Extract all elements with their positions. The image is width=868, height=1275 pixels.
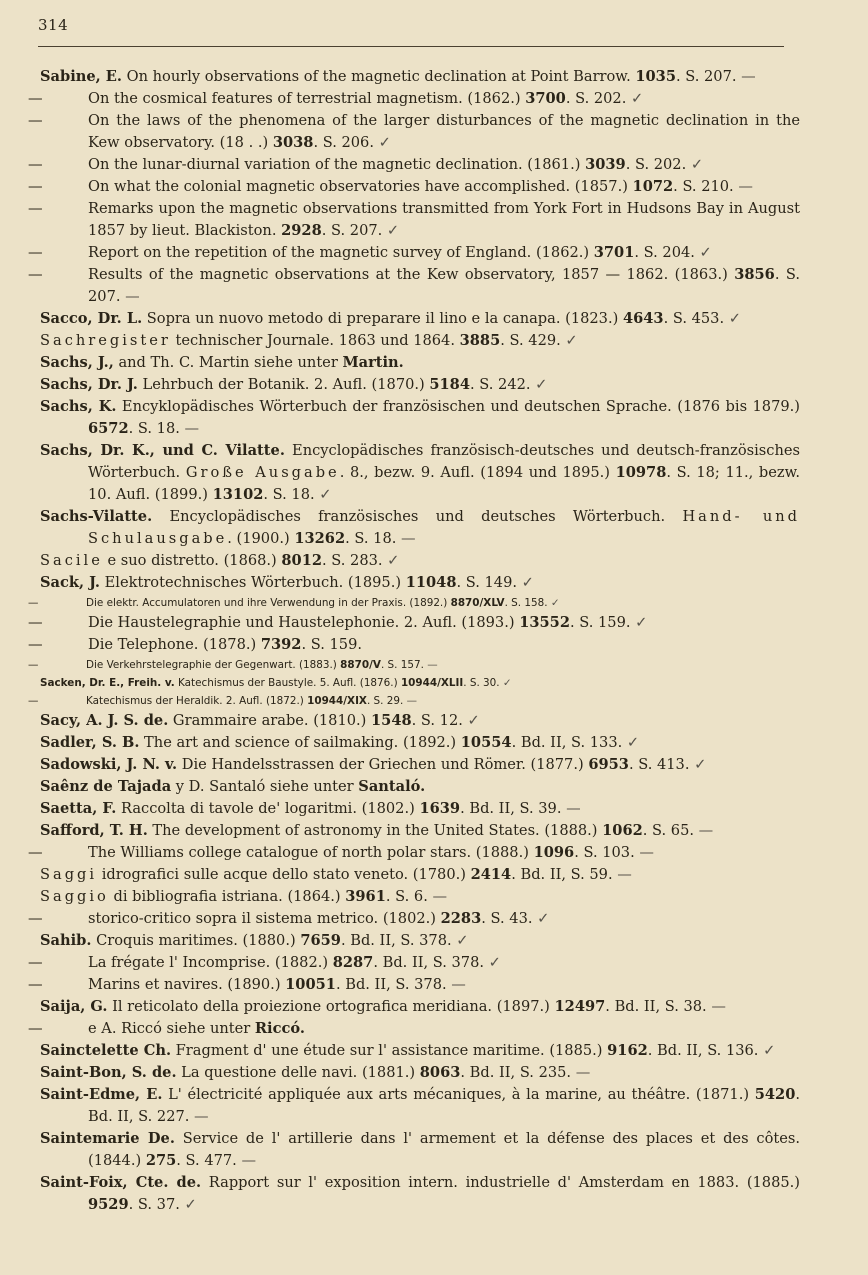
entry-ref: . Bd. II, S. 136. [647, 1042, 759, 1059]
entry-ref: . S. 18. [263, 486, 315, 503]
entry-ref: . S. 429. [500, 332, 561, 349]
catalog-entry [40, 308, 800, 330]
entry-title: L' électricité appliquée aux arts mécaniques, à la marine, au théâtre. (1871.) [162, 1086, 755, 1103]
catalog-entry [28, 1018, 800, 1040]
catalog-entry [28, 974, 800, 996]
entry-number: 1639 [419, 800, 461, 817]
entry-heading-spaced: Saggi [40, 866, 98, 883]
entry-number: 1062 [602, 822, 643, 839]
entry-ref: . S. 283. [322, 552, 383, 569]
check-mark: ✓ [179, 1196, 197, 1213]
entry-ref: . S. 207. [88, 266, 800, 305]
catalog-entry [40, 1128, 800, 1172]
entry-number: 3856 [734, 266, 775, 283]
catalog-entry [28, 634, 800, 656]
ditto-dash: — [28, 266, 43, 283]
entry-number: 2928 [281, 222, 322, 239]
entry-number: 9529 [88, 1196, 129, 1213]
catalog-entry [28, 242, 800, 264]
entry-title: On what the colonial magnetic observatories have accomplished. (1857.) [88, 178, 633, 195]
entry-author: Sachs-Vilatte. [40, 508, 153, 525]
check-mark: — [571, 1064, 591, 1081]
entry-title: Encyclopädisches französisches und deutsches Wörterbuch. [152, 508, 683, 525]
entry-title: La questione delle navi. (1881.) [176, 1064, 420, 1081]
check-mark: ✓ [451, 932, 469, 949]
check-mark: ✓ [758, 1042, 776, 1059]
entry-title: Report on the repetition of the magnetic survey of England. (1862.) [88, 244, 594, 261]
entry-title: y D. Santaló siehe unter [171, 778, 359, 795]
entry-heading-spaced: Sachregister [40, 332, 171, 349]
catalog-entry [28, 908, 800, 930]
entry-ref: . S. 43. [481, 910, 533, 927]
catalog-entry [28, 612, 800, 634]
entry-author: Saija, G. [40, 998, 108, 1015]
catalog-entry [40, 506, 800, 550]
entry-author: Sahib. [40, 932, 92, 949]
entry-ref: . S. 453. [663, 310, 725, 327]
entry-number: 5420 [754, 1086, 796, 1103]
entry-title: The development of astronomy in the United States. (1888.) [147, 822, 603, 839]
check-mark: ✓ [686, 156, 704, 173]
entry-ref: . S. 149. [456, 574, 518, 591]
entry-author: Sadowski, J. N. v. [40, 756, 178, 773]
ditto-dash: — [28, 244, 43, 261]
entry-number: 8870/XLV [450, 597, 505, 609]
catalog-entry [28, 154, 800, 176]
entry-number: 5184 [429, 376, 470, 393]
catalog-entry [28, 692, 800, 710]
entry-ref: . S. 18; 11., bezw. 10. Aufl. (1899.) [88, 464, 800, 503]
entry-number: 1072 [632, 178, 674, 195]
check-mark: — [403, 695, 417, 707]
entry-number: 1548 [371, 712, 412, 729]
ditto-dash: — [28, 910, 43, 927]
entry-number: 6572 [88, 420, 129, 437]
entry-ref: . Bd. II, S. 378. [335, 976, 447, 993]
catalog-entry [40, 674, 800, 692]
entry-number: 3885 [459, 332, 501, 349]
ditto-dash: — [28, 659, 39, 671]
entry-ref: . Bd. II, S. 39. [460, 800, 562, 817]
entry-ref: . Bd. II, S. 133. [511, 734, 623, 751]
entry-ref: . S. 158. [504, 597, 548, 609]
entry-title: Die Handelsstrassen der Griechen und Römer. (1877.) [177, 756, 589, 773]
entry-title: technischer Journale. 1863 und 1864. [170, 332, 460, 349]
check-mark: ✓ [532, 910, 550, 927]
check-mark: — [736, 68, 756, 85]
entry-title: Grammaire arabe. (1810.) [168, 712, 372, 729]
entry-number: 3700 [525, 90, 566, 107]
entry-title: Elektrotechnisches Wörterbuch. (1895.) [100, 574, 406, 591]
catalog-entry [40, 440, 800, 506]
entry-heading-spaced: Saggio [40, 888, 109, 905]
check-mark: — [694, 822, 714, 839]
entry-ref: . S. 413. [628, 756, 690, 773]
entry-number: 2414 [470, 866, 512, 883]
check-mark: — [733, 178, 753, 195]
entry-title: idrografici sulle acque dello stato veneto. (1780.) [97, 866, 471, 883]
entry-ref: . S. 159. [569, 614, 631, 631]
entry-edition-spaced: Hand- und Schulausgabe [88, 508, 800, 547]
catalog-entry [28, 88, 800, 110]
entry-title: e suo distretto. (1868.) [102, 552, 282, 569]
check-mark: ✓ [530, 376, 548, 393]
ditto-dash: — [28, 976, 43, 993]
entry-number: 10944/XLII [400, 677, 464, 689]
entry-author: Saetta, F. [40, 800, 117, 817]
check-mark: ✓ [382, 552, 400, 569]
catalog-entry [28, 842, 800, 864]
entry-ref: . S. 103. [574, 844, 635, 861]
entry-author: Sabine, E. [40, 68, 123, 85]
entry-author: Sachs, J., [40, 354, 114, 371]
entry-title: The art and science of sailmaking. (1892.) [139, 734, 461, 751]
entry-ref: . S. 18. [345, 530, 397, 547]
entry-number: 6953 [588, 756, 629, 773]
entry-author: Saintemarie De. [40, 1130, 175, 1147]
entry-ref: . S. 204. [634, 244, 695, 261]
entry-title: e A. Riccó siehe unter [88, 1020, 255, 1037]
entry-ref: . S. 159. [301, 636, 362, 653]
check-mark: — [561, 800, 581, 817]
entry-title: Die Haustelegraphie und Haustelephonie. 2. Aufl. (1893.) [88, 614, 520, 631]
check-mark: ✓ [630, 614, 648, 631]
entry-number: 9162 [607, 1042, 648, 1059]
entry-author: Sainctelette Ch. [40, 1042, 172, 1059]
entry-title: Croquis maritimes. (1880.) [91, 932, 301, 949]
entry-title: On the lunar-diurnal variation of the magnetic declination. (1861.) [88, 156, 586, 173]
entry-ref: . S. 210. [673, 178, 734, 195]
ditto-dash: — [28, 178, 43, 195]
entry-number: 10944/XIX [307, 695, 367, 707]
catalog-entry [40, 1172, 800, 1216]
ditto-dash: — [28, 156, 43, 173]
check-mark: ✓ [626, 90, 644, 107]
ditto-dash: — [28, 112, 43, 129]
entry-number: 11048 [405, 574, 457, 591]
catalog-entry [40, 930, 800, 952]
catalog-entry [40, 754, 800, 776]
entry-crossref: Martin. [342, 354, 404, 371]
entry-ref: . Bd. II, S. 378. [373, 954, 485, 971]
check-mark: ✓ [689, 756, 707, 773]
ditto-dash: — [28, 954, 43, 971]
entry-title: On the cosmical features of terrestrial magnetism. (1862.) [88, 90, 526, 107]
catalog-entry [40, 1040, 800, 1062]
catalog-entry [28, 952, 800, 974]
entry-number: 13552 [519, 614, 570, 631]
entry-title: Katechismus der Baustyle. 5. Aufl. (1876.) [174, 677, 401, 689]
entry-number: 3961 [345, 888, 386, 905]
ditto-dash: — [28, 695, 39, 707]
entry-ref: . Bd. II, S. 235. [460, 1064, 572, 1081]
entry-number: 13102 [212, 486, 264, 503]
entry-ref: . S. 30. [463, 677, 500, 689]
catalog-entry [40, 550, 800, 572]
entry-title: and Th. C. Martin siehe unter [113, 354, 343, 371]
entry-ref: . S. 202. [625, 156, 687, 173]
entry-number: 4643 [622, 310, 664, 327]
entry-ref: . S. 6. [385, 888, 428, 905]
entry-ref: . S. 12. [411, 712, 463, 729]
entry-ref: . S. 157. [380, 659, 424, 671]
entry-title: Katechismus der Heraldik. 2. Aufl. (1872.) [86, 695, 308, 707]
check-mark: ✓ [373, 134, 391, 151]
check-mark: ✓ [724, 310, 741, 327]
check-mark: — [427, 888, 448, 905]
entry-author: Sachs, K. [40, 398, 117, 415]
entry-number: 8012 [281, 552, 323, 569]
check-mark: — [612, 866, 632, 883]
entry-author: Sadler, S. B. [40, 734, 140, 751]
entry-title: The Williams college catalogue of north polar stars. (1888.) [88, 844, 534, 861]
catalog-entry [40, 1084, 800, 1128]
entry-ref: . S. 242. [470, 376, 531, 393]
check-mark: — [634, 844, 654, 861]
check-mark: ✓ [547, 597, 560, 609]
entry-ref: . S. 18. [128, 420, 180, 437]
catalog-entry [40, 732, 800, 754]
entry-crossref: Riccó. [254, 1020, 305, 1037]
entry-title: Lehrbuch der Botanik. 2. Aufl. (1870.) [137, 376, 430, 393]
catalog-entry [40, 820, 800, 842]
page-number: 314 [38, 16, 69, 34]
check-mark: ✓ [499, 677, 512, 689]
check-mark: ✓ [517, 574, 534, 591]
ditto-dash: — [28, 200, 43, 217]
entry-number: 13262 [294, 530, 346, 547]
entry-ref: . S. 202. [565, 90, 627, 107]
entry-number: 8870/V [340, 659, 381, 671]
entry-number: 1035 [635, 68, 676, 85]
entry-title: Marins et navires. (1890.) [88, 976, 286, 993]
entry-number: 8063 [419, 1064, 461, 1081]
check-mark: — [446, 976, 466, 993]
entry-title: Rapport sur l' exposition intern. industrielle d' Amsterdam en 1883. (1885.) [201, 1174, 800, 1191]
catalog-entry [40, 710, 800, 732]
entry-ref: . Bd. II, S. 378. [340, 932, 452, 949]
entry-author: Saênz de Tajada [40, 778, 172, 795]
ditto-dash: — [28, 636, 43, 653]
ditto-dash: — [28, 1020, 43, 1037]
check-mark: ✓ [560, 332, 578, 349]
entry-ref: . S. 37. [128, 1196, 180, 1213]
entry-ref: . S. 477. [176, 1152, 237, 1169]
entry-number: 8287 [332, 954, 374, 971]
entry-ref: . S. 207. [675, 68, 737, 85]
entry-title: storico-critico sopra il sistema metrico. (1802.) [88, 910, 441, 927]
entry-number: 10978 [615, 464, 667, 481]
entry-title: Remarks upon the magnetic observations transmitted from York Fort in Hudsons Bay in August 1857 by lieut. Blackiston. [88, 200, 800, 239]
entry-number: 12497 [554, 998, 606, 1015]
entry-title: Sopra un nuovo metodo di preparare il lino e la canapa. (1823.) [142, 310, 623, 327]
entry-title: Fragment d' une étude sur l' assistance maritime. (1885.) [171, 1042, 608, 1059]
catalog-entry [28, 656, 800, 674]
header-rule [38, 46, 784, 47]
entry-number: 2283 [440, 910, 482, 927]
entry-ref: . Bd. II, S. 59. [511, 866, 613, 883]
entry-heading-spaced: Sacile [40, 552, 103, 569]
entry-title: On the laws of the phenomena of the larger disturbances of the magnetic declination in the Kew observatory. (18 . .) [88, 112, 800, 151]
entry-author: Saint-Foix, Cte. de. [40, 1174, 202, 1191]
entry-title: Encyclopädisches französisch-deutsches und deutsch-französisches Wörterbuch. [88, 442, 800, 481]
entry-number: 3038 [272, 134, 314, 151]
entry-author: Sachs, Dr. K., und C. Vilatte. [40, 442, 285, 459]
entry-number: 1096 [533, 844, 575, 861]
catalog-entry [40, 1062, 800, 1084]
entry-title-cont: . (1900.) [227, 530, 295, 547]
check-mark: — [179, 420, 200, 437]
entry-author: Safford, T. H. [40, 822, 148, 839]
entry-title-cont: . 8., bezw. 9. Aufl. (1894 und 1895.) [339, 464, 616, 481]
entry-crossref: Santaló. [358, 778, 426, 795]
catalog-entry [40, 886, 800, 908]
check-mark: — [706, 998, 726, 1015]
entry-author: Sacken, Dr. E., Freih. v. [40, 677, 175, 689]
check-mark: — [396, 530, 416, 547]
check-mark: ✓ [694, 244, 712, 261]
catalog-entry [40, 864, 800, 886]
entry-title: di bibliografia istriana. (1864.) [108, 888, 346, 905]
entry-title: Raccolta di tavole de' logaritmi. (1802.) [116, 800, 420, 817]
entry-number: 7659 [300, 932, 341, 949]
ditto-dash: — [28, 597, 39, 609]
check-mark: ✓ [484, 954, 501, 971]
entry-number: 7392 [260, 636, 302, 653]
entry-number: 3039 [585, 156, 626, 173]
catalog-entry [28, 594, 800, 612]
entry-title: Service de l' artillerie dans l' armement et la défense des places et des côtes. (1844.) [88, 1130, 800, 1169]
check-mark: — [189, 1108, 209, 1125]
entry-ref: . Bd. II, S. 227. [88, 1086, 800, 1125]
catalog-entry [40, 330, 800, 352]
entry-title: Die Telephone. (1878.) [88, 636, 261, 653]
entry-ref: . S. 65. [642, 822, 695, 839]
catalog-entry [40, 572, 800, 594]
check-mark: ✓ [622, 734, 640, 751]
entry-author: Sacy, A. J. S. de. [40, 712, 169, 729]
catalog-entry [28, 110, 800, 154]
catalog-entry [40, 396, 800, 440]
entry-title: Die Verkehrstelegraphie der Gegenwart. (1883.) [86, 659, 341, 671]
catalog-entry [40, 996, 800, 1018]
catalog-entry [28, 198, 800, 242]
entry-number: 10051 [285, 976, 336, 993]
check-mark: ✓ [462, 712, 480, 729]
catalog-entry [40, 352, 800, 374]
entry-number: 3701 [593, 244, 635, 261]
ditto-dash: — [28, 844, 43, 861]
entry-ref: . Bd. II, S. 38. [605, 998, 707, 1015]
entry-edition-spaced: Große Ausgabe [185, 464, 340, 481]
entry-list [28, 66, 800, 1216]
catalog-entry [28, 264, 800, 308]
check-mark: ✓ [382, 222, 400, 239]
catalog-entry [40, 374, 800, 396]
entry-author: Sacco, Dr. L. [40, 310, 143, 327]
catalog-entry [40, 776, 800, 798]
entry-ref: . S. 206. [313, 134, 374, 151]
check-mark: — [120, 288, 140, 305]
catalog-entry [28, 176, 800, 198]
entry-ref: . S. 29. [366, 695, 404, 707]
entry-author: Sachs, Dr. J. [40, 376, 138, 393]
entry-title: Results of the magnetic observations at the Kew observatory, 1857 — 1862. (1863.) [88, 266, 735, 283]
entry-title: Il reticolato della proiezione ortografica meridiana. (1897.) [107, 998, 555, 1015]
entry-title: On hourly observations of the magnetic declination at Point Barrow. [122, 68, 636, 85]
entry-number: 275 [145, 1152, 177, 1169]
entry-author: Saint-Bon, S. de. [40, 1064, 177, 1081]
check-mark: ✓ [314, 486, 332, 503]
check-mark: — [236, 1152, 257, 1169]
ditto-dash: — [28, 614, 43, 631]
entry-ref: . S. 207. [321, 222, 383, 239]
entry-author: Saint-Edme, E. [40, 1086, 163, 1103]
entry-title: La frégate l' Incomprise. (1882.) [88, 954, 333, 971]
catalog-entry [40, 66, 800, 88]
entry-title: Encyklopädisches Wörterbuch der französischen und deutschen Sprache. (1876 bis 1879.) [116, 398, 800, 415]
ditto-dash: — [28, 90, 43, 107]
catalog-entry [40, 798, 800, 820]
entry-title: Die elektr. Accumulatoren und ihre Verwendung in der Praxis. (1892.) [86, 597, 451, 609]
check-mark: — [423, 659, 438, 671]
entry-number: 10554 [460, 734, 512, 751]
entry-author: Sack, J. [40, 574, 101, 591]
